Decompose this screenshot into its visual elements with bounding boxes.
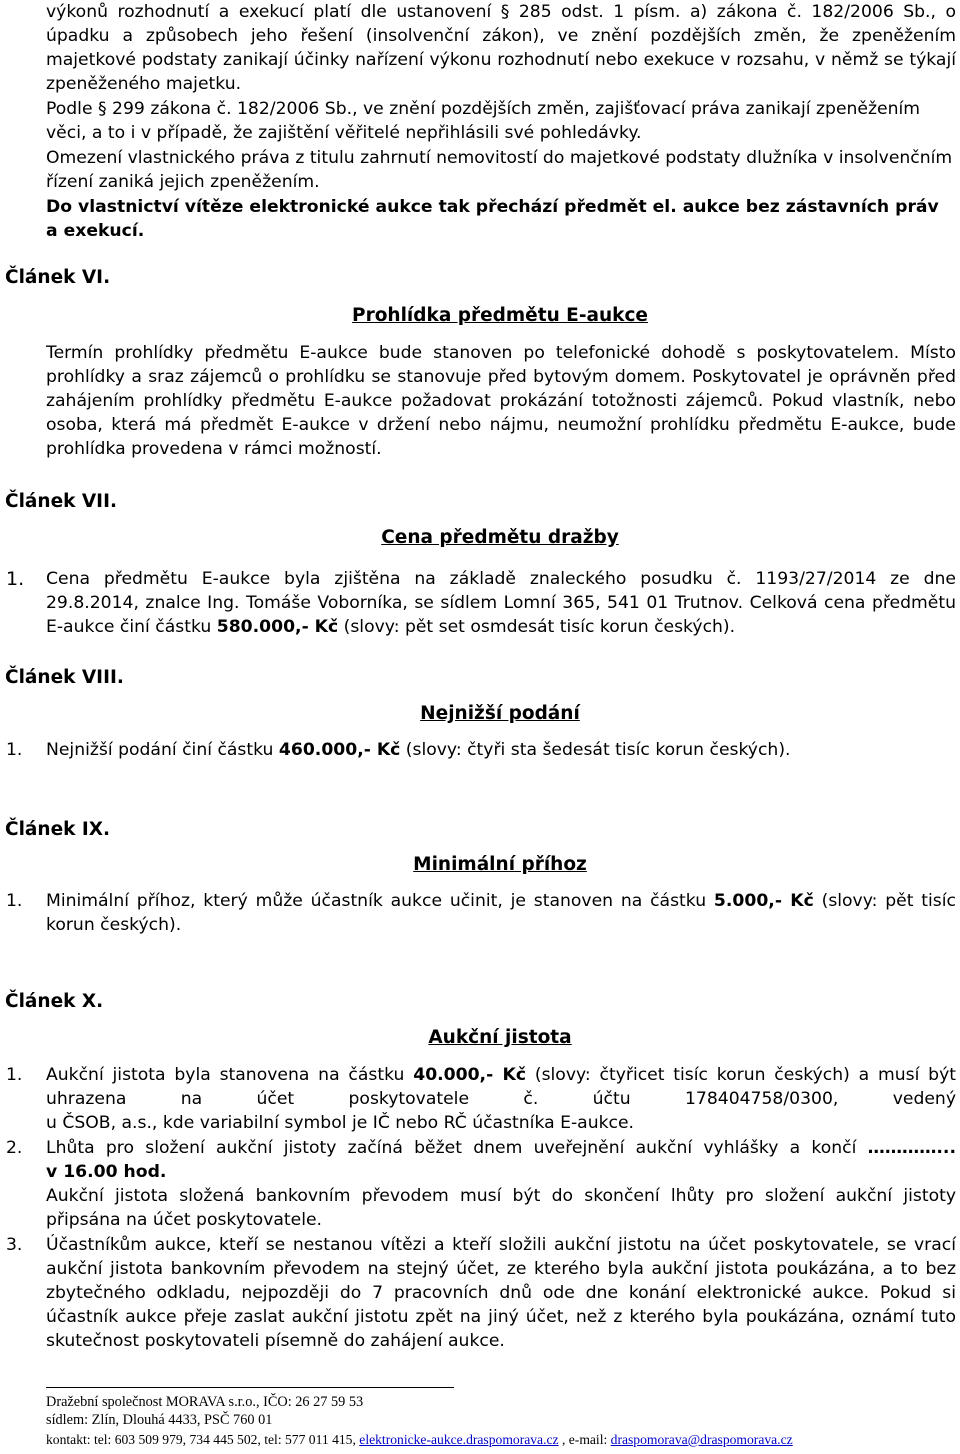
paragraph-line: prohlídky a sraz zájemců o prohlídku se stanovuje před bytovým domem. Poskytovatel je oprávněn před (46, 367, 956, 387)
paragraph-line: aukční jistota bankovním převodem na stejný účet, ze kterého byla aukční jistota poukázána, a to bez (46, 1259, 956, 1279)
paragraph-line: zbytečného odkladu, nejpozději do 7 pracovních dnů ode dne konání elektronické aukce. Pokud si (46, 1283, 956, 1303)
article-label: Článek VIII. (5, 667, 124, 688)
paragraph-line (46, 1136, 956, 1160)
text-run: Lhůta pro složení aukční jistoty začíná běžet dnem uveřejnění aukční vyhlášky a končí (46, 1138, 868, 1158)
paragraph-line (46, 615, 735, 639)
deadline-time: v 16.00 hod. (46, 1162, 167, 1182)
paragraph-line: zpeněženého majetku. (46, 74, 242, 94)
paragraph-line: u ČSOB, a.s., kde variabilní symbol je IČ nebo RČ účastníka E-aukce. (46, 1113, 635, 1133)
paragraph-line: Termín prohlídky předmětu E-aukce bude stanoven po telefonické dohodě s poskytovatelem. Místo (46, 343, 956, 363)
paragraph-line (46, 738, 791, 762)
text-run: (slovy: čtyři sta šedesát tisíc korun českých). (400, 740, 791, 760)
bold-paragraph-line: a exekucí. (46, 221, 145, 241)
paragraph-line: výkonů rozhodnutí a exekucí platí dle ustanovení § 285 odst. 1 písm. a) zákona č. 182/2006 Sb., o (46, 2, 956, 22)
article-title: Cena předmětu dražby (381, 527, 619, 548)
paragraph-line: majetkové podstaty zanikají účinky nařízení výkonu rozhodnutí nebo exekuce v rozsahu, v němž se týkají (46, 50, 956, 70)
text-run: (slovy: čtyřicet tisíc korun českých) a musí být (526, 1065, 956, 1085)
list-number: 1. (6, 568, 25, 590)
article-title: Nejnižší podání (420, 703, 580, 724)
price-amount: 5.000,- Kč (713, 891, 814, 911)
article-label: Článek IX. (5, 819, 111, 840)
paragraph-line: řízení zaniká jejich zpeněžením. (46, 172, 320, 192)
paragraph-line: Aukční jistota složená bankovním převodem musí být do skončení lhůty pro složení aukční jistoty (46, 1186, 956, 1206)
footer-phones: kontakt: tel: 603 509 979, 734 445 502, tel: 577 011 415, (46, 1432, 360, 1447)
paragraph-line (46, 889, 956, 913)
list-number: 1. (6, 740, 23, 760)
footer-address: sídlem: Zlín, Dlouhá 4433, PSČ 760 01 (46, 1412, 273, 1428)
text-run: E-aukce činí částku (46, 617, 217, 637)
text-run: (slovy: pět set osmdesát tisíc korun českých). (338, 617, 736, 637)
price-amount: 460.000,- Kč (278, 740, 401, 760)
paragraph-line: Podle § 299 zákona č. 182/2006 Sb., ve znění pozdějších změn, zajišťovací práva zanikají zpeněžením (46, 99, 921, 119)
paragraph-line: účastník aukce přeje zaslat aukční jistotu zpět na jiný účet, než z kterého byla poukázána, oznámí tuto (46, 1307, 956, 1327)
footer-contact (46, 1431, 793, 1448)
text-run: Minimální příhoz, který může účastník aukce učinit, je stanoven na částku (46, 891, 714, 911)
email-link[interactable]: draspomorava@draspomorava.cz (610, 1432, 793, 1447)
text-run: Nejnižší podání činí částku (46, 740, 279, 760)
list-number: 1. (6, 1065, 23, 1085)
text-run: , e-mail: (558, 1432, 611, 1447)
paragraph-line: zahájením prohlídky předmětu E-aukce požadovat prokázání totožnosti zájemců. Pokud vlastník, nebo (46, 391, 956, 411)
website-link[interactable]: elektronicke-aukce.draspomorava.cz (359, 1432, 559, 1447)
text-run: Aukční jistota byla stanovena na částku (46, 1065, 414, 1085)
article-title: Prohlídka předmětu E-aukce (352, 305, 648, 326)
paragraph-line: prohlídka provedena v rámci možností. (46, 439, 382, 459)
paragraph-line: 29.8.2014, znalce Ing. Tomáše Voborníka, se sídlem Lomní 365, 541 01 Trutnov. Celková cena předmětu (46, 593, 956, 613)
paragraph-line: uhrazena na účet poskytovatele č. účtu 178404758/0300, vedený (46, 1089, 956, 1109)
paragraph-line: Cena předmětu E-aukce byla zjištěna na základě znaleckého posudku č. 1193/27/2014 ze dne (46, 569, 956, 589)
deadline-placeholder: …………... (867, 1138, 956, 1158)
article-title: Aukční jistota (428, 1027, 572, 1048)
paragraph-line: Omezení vlastnického práva z titulu zahrnutí nemovitostí do majetkové podstaty dlužníka v insolvenčním (46, 148, 953, 168)
paragraph-line (46, 1063, 956, 1087)
list-number: 2. (6, 1138, 23, 1158)
price-amount: 580.000,- Kč (216, 617, 339, 637)
paragraph-line: osoba, která má předmět E-aukce v držení nebo nájmu, neumožní prohlídku předmětu E-aukce, bude (46, 415, 956, 435)
price-amount: 40.000,- Kč (413, 1065, 527, 1085)
paragraph-line: Účastníkům aukce, kteří se nestanou vítězi a kteří složili aukční jistotu na účet poskytovatele, se vrací (46, 1235, 956, 1255)
paragraph-line: úpadku a způsobech jeho řešení (insolvenční zákon), ve znění pozdějších změn, že zpeněžením (46, 26, 956, 46)
list-number: 3. (6, 1235, 23, 1255)
article-label: Článek VII. (5, 491, 117, 512)
paragraph-line: skutečnost poskytovateli písemně do zahájení aukce. (46, 1331, 505, 1351)
paragraph-line: korun českých). (46, 915, 182, 935)
article-label: Článek VI. (5, 267, 111, 288)
bold-paragraph-line: Do vlastnictví vítěze elektronické aukce tak přechází předmět el. aukce bez zástavních práv (46, 197, 939, 217)
article-label: Článek X. (5, 991, 104, 1012)
list-number: 1. (6, 891, 23, 911)
footer-company: Dražební společnost MORAVA s.r.o., IČO: 26 27 59 53 (46, 1394, 364, 1410)
paragraph-line: připsána na účet poskytovatele. (46, 1210, 323, 1230)
footer-divider (46, 1387, 454, 1388)
article-title: Minimální příhoz (413, 854, 587, 875)
paragraph-line: věci, a to i v případě, že zajištění věřitelé nepřihlásili své pohledávky. (46, 123, 642, 143)
text-run: (slovy: pět tisíc (813, 891, 956, 911)
